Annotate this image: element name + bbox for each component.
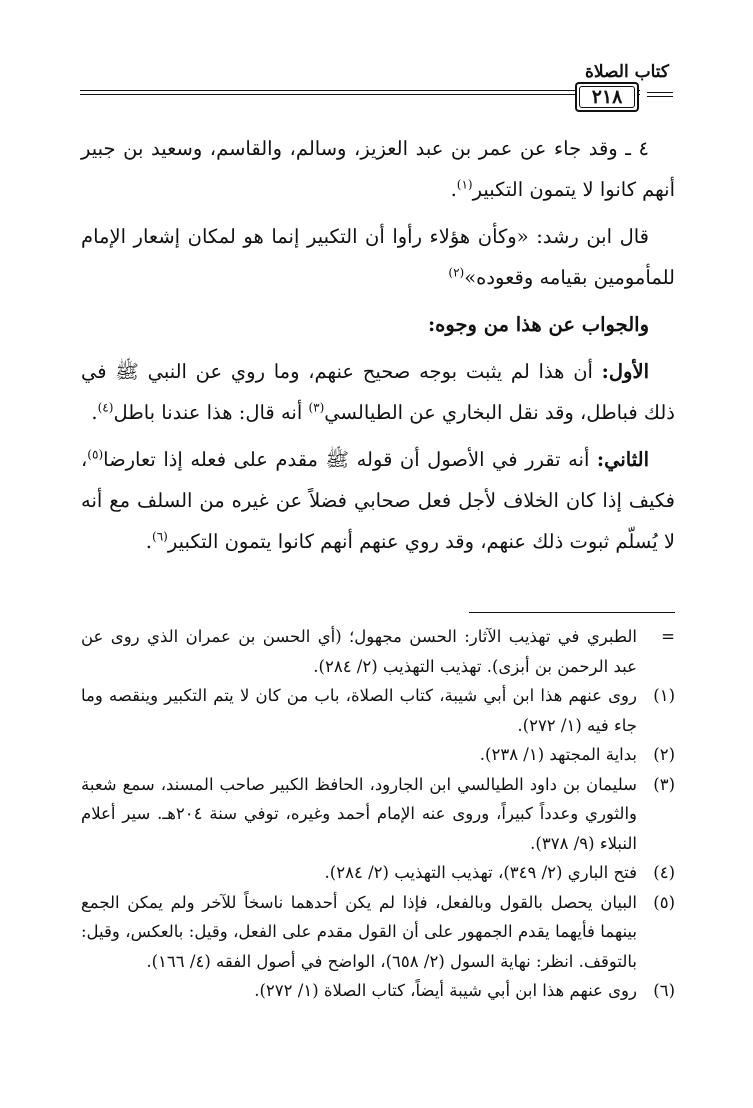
footnote-mark: (٢) <box>653 745 675 764</box>
footnote-mark: (٣) <box>653 774 675 794</box>
footnote-text: البيان يحصل بالقول وبالفعل، فإذا لم يكن أحدهما ناسخاً للآخر ولم يمكن الجمع بينهما فأيهما يقدم الجمهور على أن القول مقدم على الفعل، وقيل: بالعكس، وقيل: بالتوقف. انظر: نهاية السول (٢/ ٦٥٨)، الواضح في أصول الفقه (٤/ ١٦٦). <box>81 892 637 971</box>
footnote-ref-6[interactable]: (٦) <box>152 529 168 544</box>
footnote-1 <box>81 681 675 740</box>
paragraph-4 <box>81 351 675 433</box>
footnote-ref-5[interactable]: (٥) <box>87 447 104 462</box>
running-header-title: كتاب الصلاة <box>584 62 669 82</box>
footnote-text: سليمان بن داود الطيالسي ابن الجارود، الحافظ الكبير صاحب المسند، سمع شعبة والثوري وعدداً كبيراً، وروى عنه الإمام أحمد وغيره، توفي سنة ٢٠٤هـ. سير أعلام النبلاء (٩/ ٣٧٨). <box>81 774 637 853</box>
paragraph-5-text-a: أنه تقرر في الأصول أن قوله ﷺ مقدم على فعله إذا تعارضا <box>103 448 597 471</box>
header-rule-left <box>80 90 640 95</box>
footnote-text: روى عنهم هذا ابن أبي شيبة، كتاب الصلاة، باب من كان لا يتم التكبير وينقصه وما جاء فيه (١/ ٢٧٢). <box>81 686 637 735</box>
second-point-label: الثاني: <box>596 448 649 471</box>
footnote-mark: (١) <box>653 686 675 705</box>
footnote-ref-2[interactable]: (٢) <box>448 265 465 280</box>
footnote-mark: (٥) <box>653 892 675 912</box>
footnote-text: روى عنهم هذا ابن أبي شيبة أيضاً، كتاب الصلاة (١/ ٢٧٢). <box>254 981 637 1000</box>
footnotes <box>81 622 675 1006</box>
header-rule-right <box>647 92 673 97</box>
paragraph-4-text-a: أن هذا لم يثبت بوجه صحيح عنهم، وما روي عن النبي ﷺ في ذلك فباطل، وقد نقل البخاري عن الطيالسي <box>81 360 675 424</box>
paragraph-5 <box>81 439 675 562</box>
page-number-box <box>575 82 639 112</box>
footnote-ref-3[interactable]: (٣) <box>308 400 325 415</box>
paragraph-5-text-b: ، فكيف إذا كان الخلاف لأجل فعل صحابي فضلاً عن غيره من السلف مع أنه لا يُسلّم ثبوت ذلك عنهم، وقد روي عنهم أنهم كانوا يتمون التكبير <box>81 448 675 553</box>
paragraph-1 <box>81 128 675 210</box>
paragraph-2 <box>81 216 675 298</box>
first-point-label: الأول: <box>601 360 649 383</box>
paragraph-4-end: . <box>91 401 98 424</box>
paragraph-4-text-b: أنه قال: هذا عندنا باطل <box>113 401 309 424</box>
footnote-mark: (٦) <box>653 981 675 1000</box>
paragraph-5-end: . <box>145 530 152 553</box>
footnote-6 <box>81 976 675 1006</box>
footnote-text: بداية المجتهد (١/ ٢٣٨). <box>479 745 637 764</box>
paragraph-3-heading: والجواب عن هذا من وجوه: <box>427 313 649 336</box>
footnote-5 <box>81 888 675 977</box>
footnote-ref-1[interactable]: (١) <box>456 177 473 192</box>
footnote-4 <box>81 858 675 888</box>
footnote-text: فتح الباري (٢/ ٣٤٩)، تهذيب التهذيب (٢/ ٢٨٤). <box>324 863 637 882</box>
paragraph-1-text: ٤ ـ وقد جاء عن عمر بن عبد العزيز، وسالم، والقاسم، وسعيد بن جبير أنهم كانوا لا يتمون التكبير <box>81 137 675 201</box>
footnote-ref-4[interactable]: (٤) <box>97 400 114 415</box>
footnote-2 <box>81 740 675 770</box>
footnote-separator <box>469 612 675 613</box>
footnote-3 <box>81 770 675 859</box>
paragraph-2-text: قال ابن رشد: «وكأن هؤلاء رأوا أن التكبير إنما هو لمكان إشعار الإمام للمأمومين بقيامه وقعوده» <box>81 225 675 289</box>
footnote-continued <box>81 622 675 681</box>
paragraph-1-end: . <box>450 178 457 201</box>
footnote-mark: = <box>661 627 675 646</box>
footnote-mark: (٤) <box>653 863 675 882</box>
main-text <box>81 128 675 568</box>
page-number: ٢١٨ <box>591 86 623 108</box>
footnote-text: الطبري في تهذيب الآثار: الحسن مجهول؛ (أي الحسن بن عمران الذي روى عن عبد الرحمن بن أبزى). تهذيب التهذيب (٢/ ٢٨٤). <box>81 627 637 676</box>
